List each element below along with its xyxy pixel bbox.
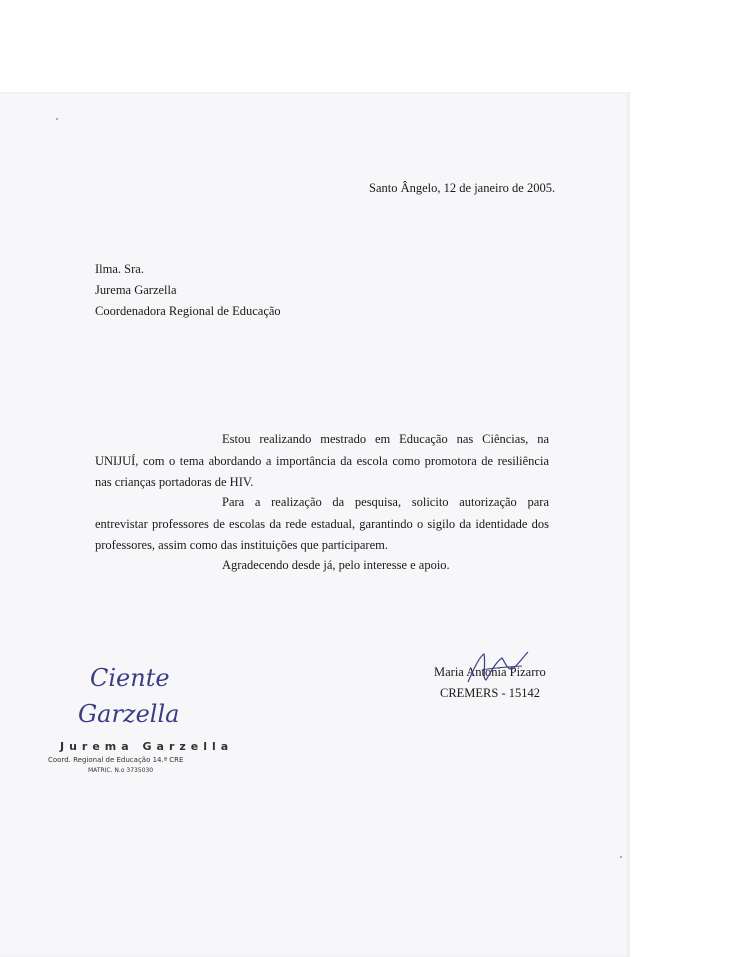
closing-line: Agradecendo desde já, pelo interesse e apoio.	[222, 558, 450, 572]
scan-speck	[56, 118, 58, 120]
scan-margin	[630, 92, 745, 957]
place-date: Santo Ângelo, 12 de janeiro de 2005.	[369, 181, 556, 195]
sender-name: Maria Antonia Pizarro	[434, 665, 546, 679]
stamp-name: Jurema Garzella	[60, 740, 234, 753]
handwritten-ciente: Ciente	[90, 664, 170, 692]
sender-signature	[462, 648, 532, 688]
handwritten-garzella: Garzella	[78, 700, 180, 728]
recipient-name: Jurema Garzella	[95, 283, 177, 297]
body-paragraph-1: Estou realizando mestrado em Educação nas Ciências, na UNIJUÍ, com o tema abordando a importância da escola como promotora de resiliência nas crianças portadoras de HIV.	[95, 432, 549, 489]
sender-registration: CREMERS - 15142	[440, 686, 541, 700]
recipient-salutation: Ilma. Sra.	[95, 262, 144, 276]
recipient-role: Coordenadora Regional de Educação	[95, 304, 281, 318]
stamp-matric: MATRIC. N.o 3735030	[88, 767, 154, 774]
body-paragraph-2: Para a realização da pesquisa, solicito autorização para entrevistar professores de escolas da rede estadual, garantindo o sigilo da identidade dos professores, assim como das instituições que participarem.	[95, 495, 549, 552]
stamp-office: Coord. Regional de Educação 14.ª CRE	[48, 756, 184, 764]
scan-speck	[620, 856, 622, 858]
